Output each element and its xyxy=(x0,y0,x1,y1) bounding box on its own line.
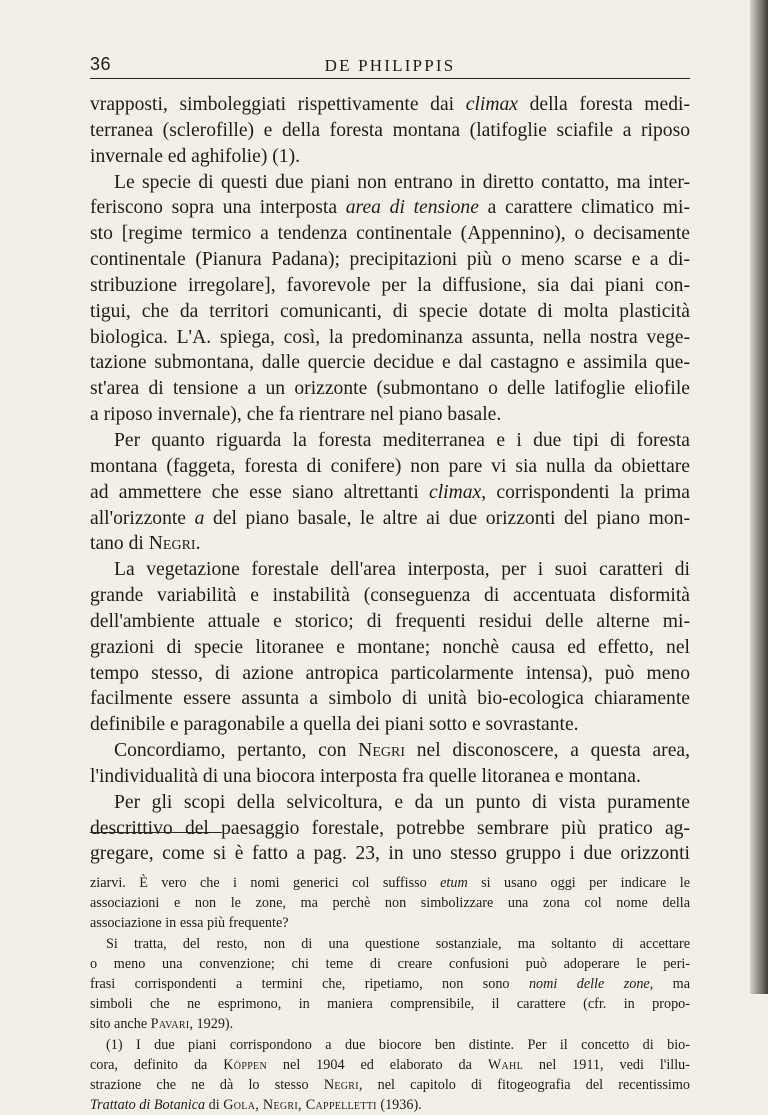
text-line: tigui, che da territori comunicanti, di specie dotate di molta plasticità xyxy=(90,300,690,322)
book-title: Trattato di Botanica xyxy=(90,1097,206,1114)
text-line: facilmente essere assunta a simbolo di unità bio-ecologica chiaramente xyxy=(90,688,690,710)
footnote-line: (1) I due piani corrispondono a due biocore ben distinte. Per il concetto di bio- xyxy=(106,1036,690,1053)
footnote-line: sito anche Pavari, 1929). xyxy=(90,1016,234,1033)
footnote-rule xyxy=(90,832,222,833)
text-line: all'orizzonte a del piano basale, le altre ai due orizzonti del piano mon- xyxy=(90,507,690,529)
italic-term: nomi delle zone, xyxy=(528,975,654,992)
body-text xyxy=(90,92,690,867)
italic-term: area di tensione xyxy=(345,197,479,219)
text-line: montana (faggeta, foresta di conifere) non pare vi sia nulla da obiettare xyxy=(90,455,690,477)
text-line: grazioni di specie litoranee e montane; nonchè causa ed effetto, nel xyxy=(90,636,690,658)
italic-term: climax xyxy=(465,94,518,115)
footnote-line: simboli che ne esprimono, in maniera comprensibile, il carattere (cfr. in propo- xyxy=(90,996,690,1013)
footnote-line: o meno una convenzione; chi teme di creare confusioni può adoperare le peri- xyxy=(90,955,690,972)
text-line: sto [regime termico a tendenza continentale (Appennino), o decisamente xyxy=(90,223,690,245)
footnote-line: frasi corrispondenti a termini che, ripetiamo, non sono nomi delle zone, ma xyxy=(90,975,691,992)
author-name: Gola, Negri, Cappelletti xyxy=(223,1097,377,1114)
text-line: descrittivo del paesaggio forestale, potrebbe sembrare più pratico ag- xyxy=(90,817,690,839)
text-line: biologica. L'A. spiega, così, la predominanza assunta, nella nostra vege- xyxy=(90,326,690,348)
footnote-line: ziarvi. È vero che i nomi generici col suffisso etum si usano oggi per indicare le xyxy=(90,875,691,891)
text-line: tempo stesso, di azione antropica particolarmente intensa), può meno xyxy=(90,662,690,684)
page-header xyxy=(90,50,690,80)
text-line: tazione submontana, dalle quercie decidue e dal castagno e assimila que- xyxy=(90,352,690,374)
text-line: terranea (sclerofille) e della foresta montana (latifoglie sciafile a riposo xyxy=(90,119,690,141)
text-line: dell'ambiente attuale e storico; di frequenti residui delle alterne mi- xyxy=(90,610,690,632)
running-head: DE PHILIPPIS xyxy=(324,56,456,75)
text-line: Le specie di questi due piani non entrano in diretto contatto, ma inter- xyxy=(114,171,690,193)
text-line: tano di Negri. xyxy=(90,533,201,555)
header-rule xyxy=(90,78,690,79)
author-name: Negri xyxy=(148,533,196,555)
text-line: st'area di tensione a un orizzonte (submontano o delle latifoglie eliofile xyxy=(90,378,690,400)
text-line: a riposo invernale), che fa rientrare nel piano basale. xyxy=(90,404,502,426)
text-line: gregare, come si è fatto a pag. 23, in uno stesso gruppo i due orizzonti xyxy=(90,843,690,865)
footnote-line: associazione in essa più frequente? xyxy=(90,915,289,932)
footnote-line: cora, definito da Köppen nel 1904 ed elaborato da Wahl nel 1911, vedi l'illu- xyxy=(90,1056,691,1073)
text-line: Concordiamo, pertanto, con Negri nel disconoscere, a questa area, xyxy=(114,740,690,762)
author-name: Wahl xyxy=(487,1056,523,1073)
text-line: continentale (Pianura Padana); precipitazioni più o meno scarse e a di- xyxy=(90,249,690,271)
footnote-line: associazioni e non le zone, ma perchè non simbolizzare una zona col nome della xyxy=(90,895,690,912)
footnote-line: Trattato di Botanica di Gola, Negri, Cappelletti (1936). xyxy=(90,1097,422,1114)
italic-term: a xyxy=(194,507,205,529)
text-line: invernale ed aghifolie) (1). xyxy=(90,145,300,167)
text-line: definibile e paragonabile a quella dei piani sotto e sovrastante. xyxy=(90,714,579,736)
author-name: Köppen xyxy=(223,1056,267,1073)
text-line: Per gli scopi della selvicoltura, e da un punto di vista puramente xyxy=(114,791,690,813)
footnotes xyxy=(90,873,690,1115)
text-line: grande variabilità e instabilità (conseguenza di accentuata disformità xyxy=(90,585,690,607)
text-line: vrapposti, simboleggiati rispettivamente dai climax della foresta medi- xyxy=(90,94,690,115)
footnote-line: strazione che ne dà lo stesso Negri, nel capitolo di fitogeografia del recentissimo xyxy=(90,1076,691,1093)
footnote-line: Si tratta, del resto, non di una questione sostanziale, ma soltanto di accettare xyxy=(106,935,690,952)
text-line: ad ammettere che esse siano altrettanti climax, corrispondenti la prima xyxy=(90,481,690,503)
page-edge-shadow xyxy=(750,0,768,994)
text-line: l'individualità di una biocora interposta fra quelle litoranea e montana. xyxy=(90,765,641,787)
italic-term: etum xyxy=(440,875,468,891)
text-line: La vegetazione forestale dell'area interposta, per i suoi caratteri di xyxy=(114,559,690,581)
text-line: stribuzione irregolare], favorevole per la diffusione, sia dai piani con- xyxy=(90,274,690,296)
text-line: Per quanto riguarda la foresta mediterranea e i due tipi di foresta xyxy=(114,429,690,451)
author-name: Negri xyxy=(323,1076,359,1093)
text-line: feriscono sopra una interposta area di tensione a carattere climatico mi- xyxy=(90,197,690,219)
author-name: Negri xyxy=(358,740,405,762)
italic-term: climax xyxy=(429,481,482,503)
author-name: Pavari xyxy=(150,1016,190,1033)
page-number: 36 xyxy=(90,54,112,74)
